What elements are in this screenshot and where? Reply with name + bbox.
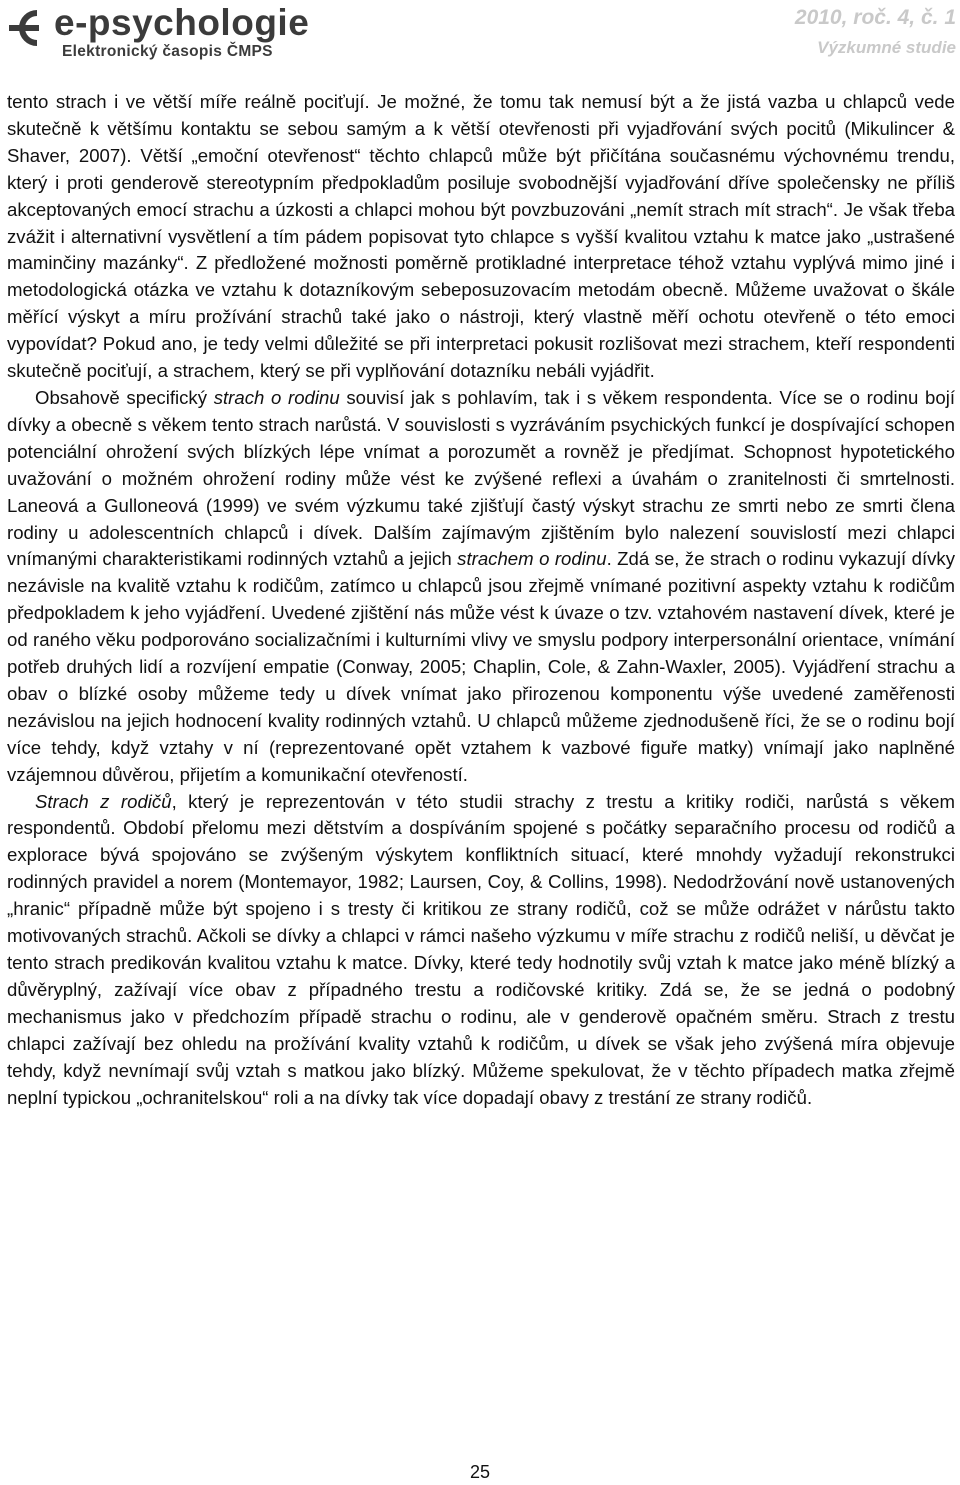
paragraph-2 (7, 385, 955, 789)
paragraph-3 (7, 789, 955, 1112)
paragraph-2-text-c: . Zdá se, že strach o rodinu vykazují dívky nezávisle na kvalitě vztahu k rodičům, zatímco u chlapců jsou zřejmě vnímané pozitivní aspekty vztahu k rodičům předpokladem k jeho vyjádření. Uvedené zjištění nás může vést k úvaze o tzv. vztahovém nastavení dívek, které je od raného věku podporováno socializačními i kulturními vlivy ve smyslu podpory interpersonální orientace, vnímání potřeb druhých lidí a rozvíjení empatie (Conway, 2005; Chaplin, Cole, & Zahn-Waxler, 2005). Vyjádření strachu a obav o blízké osoby můžeme tedy u dívek vnímat jako přirozenou komponentu výše uvedené zaměřenosti nezávislou na jejich hodnocení kvality rodinných vztahů. U chlapců můžeme zjednodušeně říci, že se o rodinu bojí více tehdy, když vztahy v ní (reprezentované opět vztahem k vazbové figuře matky) vnímají jako naplněné vzájemnou důvěrou, přijetím a komunikační otevřeností. (7, 548, 955, 785)
paragraph-2-term-2: strachem o rodinu (457, 548, 607, 570)
paragraph-3-text: , který je reprezentován v této studii strachy z trestu a kritiky rodiči, narůstá s věkem respondentů. Období přelomu mezi dětstvím a dospíváním spojené s počátky separačního procesu od rodičů a explorace bývá spojováno se zvýšeným výskytem konfliktních situací, které mnohdy vyžadují rekonstrukci rodinných pravidel a norem (Montemayor, 1982; Laursen, Coy, & Collins, 1998). Nedodržování nově ustanovených „hranic“ případně může být spojeno i s tresty či kritikou ze strany rodičů, což se může odrážet v nárůstu takto motivovaných strachů. Ačkoli se dívky a chlapci v rámci našeho výzkumu v míře strachu z rodičů neliší, u děvčat je tento strach predikován kvalitou vztahu k matce. Dívky, které tedy hodnotily svůj vztah k matce jako méně blízký a důvěryplný, zažívají více obav z případného trestu a rodičovské kritiky. Zdá se, že se jedná o podobný mechanismus jako v předchozím případě strachu o rodinu, ale v genderově opačném směru. Strach z trestu chlapci zažívají bez ohledu na prožívání kvality vztahů k rodičům, u dívek se však jeho zvýšená míra objevuje tehdy, když nevnímají svůj vztah s matkou jako blízký. Můžeme spekulovat, že v těchto případech matka zřejmě neplní typickou „ochranitelskou“ roli a na dívky tak více dopadají obavy z trestání ze strany rodičů. (7, 790, 955, 1108)
paragraph-1: tento strach i ve větší míře reálně pociťují. Je možné, že tomu tak nemusí být a že jistá vazba u chlapců vede skutečně k většímu kontaktu se sebou samým a k větší otevřenosti při vyjadřování svých pocitů (Mikulincer & Shaver, 2007). Větší „emoční otevřenost“ těchto chlapců může být přičítána současnému výchovnému trendu, který i proti genderově stereotypním předpokladům posiluje svobodnější vyjadřování dříve společensky ne příliš akceptovaných emocí strachu a úzkosti a chlapci mohou být povzbuzováni „nemít strach mít strach“. Je však třeba zvážit i alternativní vysvětlení a tím pádem popisovat tyto chlapce s vyšší kvalitou vztahu k matce jako „ustrašené maminčiny mazánky“. Z předložené možnosti poměrně protikladné interpretace téhož vztahu vyplývá mimo jiné i metodologická otázka ve vztahu k dotazníkovým sebeposuzovacím metodám obecně. Můžeme uvažovat o škále měřící výskyt a míru prožívání strachů také jako o nástroji, který vlastně měří ochotu otevřeně o této emoci vypovídat? Pokud ano, je tedy velmi důležité se při interpretaci pokusit rozlišovat mezi strachem, kteří respondenti skutečně pociťují, a strachem, který se při vyplňování dotazníku nebáli vyjádřit. (7, 91, 955, 382)
e-psychologie-logo-icon (6, 4, 46, 52)
journal-header (0, 0, 960, 80)
issue-info: 2010, roč. 4, č. 1 (794, 6, 956, 29)
section-name: Výzkumné studie (817, 38, 956, 57)
paragraph-3-term: Strach z rodičů (35, 790, 172, 812)
logo-subtitle: Elektronický časopis ČMPS (62, 43, 273, 60)
paragraph-2-text-b: souvisí jak s pohlavím, tak i s věkem respondenta. Více se o rodinu bojí dívky a obecně s věkem tento strach narůstá. V souvislosti s vyzráváním psychických funkcí je dospívající schopen potenciální ohrožení svých blízkých lépe vnímat a porozumět a rovněž je předjímat. Schopnost hypotetického uvažování o možném ohrožení rodiny může vést ke zvýšené reflexi a úvahám o zranitelnosti či smrtelnosti. Laneová a Gulloneová (1999) ve svém výzkumu také zjišťují častý výskyt strachu ze smrti nebo ze smrti člena rodiny u adolescentních chlapců i dívek. Dalším zajímavým zjištěním bylo nalezení souvislostí mezi chlapci vnímanými charakteristikami rodinných vztahů a jejich (7, 386, 956, 570)
article-body (7, 89, 955, 1111)
page-number: 25 (469, 1462, 491, 1482)
paragraph-2-text-a: Obsahově specifický (35, 386, 214, 408)
paragraph-2-term-1: strach o rodinu (213, 386, 340, 408)
logo-wordmark: e-psychologie (54, 2, 310, 43)
